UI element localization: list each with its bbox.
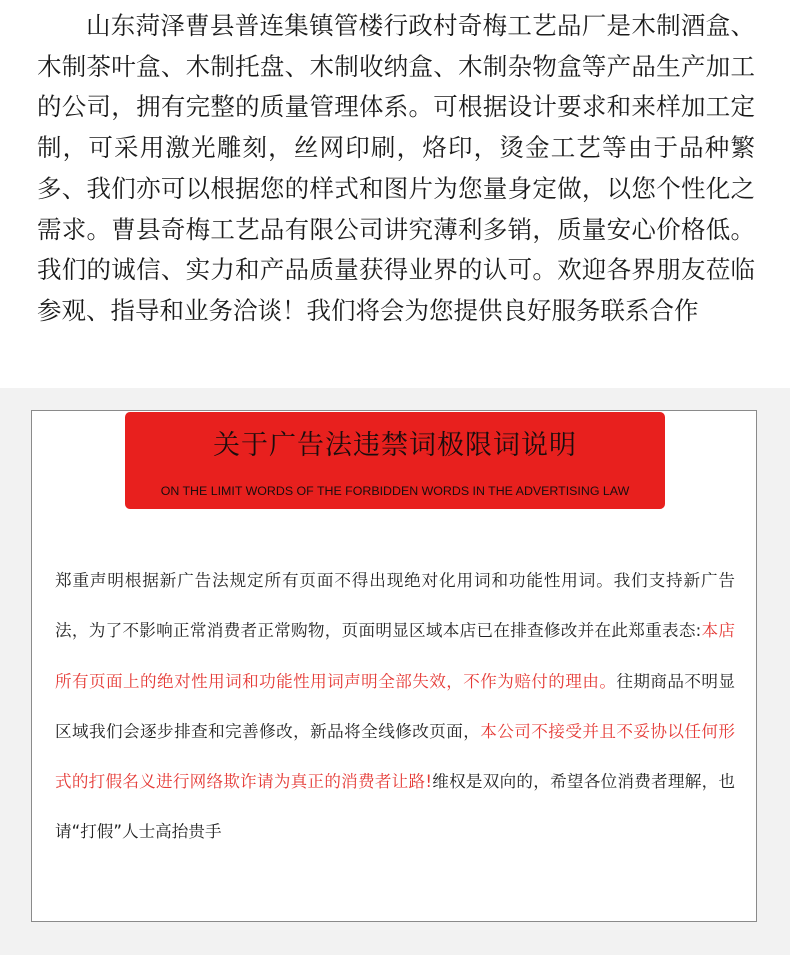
notice-text-segment: 往期商品不明显区域我们会逐步排查和完善修改，新品将全线修改页面， xyxy=(55,671,735,741)
notice-text-segment: 郑重声明根据新广告法规定所有页面不得出现绝对化用词和功能性用词。我们支持新广告法，为了不影响正常消费者正常购物，页面明显区域本店已在排查修改并在此郑重表态: xyxy=(55,571,735,641)
notice-box xyxy=(31,410,757,922)
notice-subtitle: ON THE LIMIT WORDS OF THE FORBIDDEN WORDS IN THE ADVERTISING LAW xyxy=(160,484,630,498)
company-intro-section xyxy=(0,0,790,388)
notice-body xyxy=(55,556,735,858)
advertising-law-notice-section xyxy=(0,388,790,955)
notice-text-segment: 维权是双向的，希望各位消费者理解，也请“打假”人士高抬贵手 xyxy=(55,772,736,842)
notice-highlight-segment: 本公司不接受并且不妥协以任何形式的打假名义进行网络欺诈请为真正的消费者让路! xyxy=(55,721,736,792)
company-intro-paragraph: 山东菏泽曹县普连集镇管楼行政村奇梅工艺品厂是木制酒盒、木制茶叶盒、木制托盘、木制收纳盒、木制杂物盒等产品生产加工的公司，拥有完整的质量管理体系。可根据设计要求和来样加工定制，可采用激光雕刻，丝网印刷，烙印，烫金工艺等由于品种繁多、我们亦可以根据您的样式和图片为您量身定做，以您个性化之需求。曹县奇梅工艺品有限公司讲究薄利多销，质量安心价格低。我们的诚信、实力和产品质量获得业界的认可。欢迎各界朋友莅临参观、指导和业务洽谈！我们将会为您提供良好服务联系合作 xyxy=(37,11,755,325)
notice-banner xyxy=(125,412,665,509)
notice-title: 关于广告法违禁词极限词说明 xyxy=(213,430,577,461)
notice-highlight-segment: 本店所有页面上的绝对性用词和功能性用词声明全部失效，不作为赔付的理由。 xyxy=(55,621,736,691)
